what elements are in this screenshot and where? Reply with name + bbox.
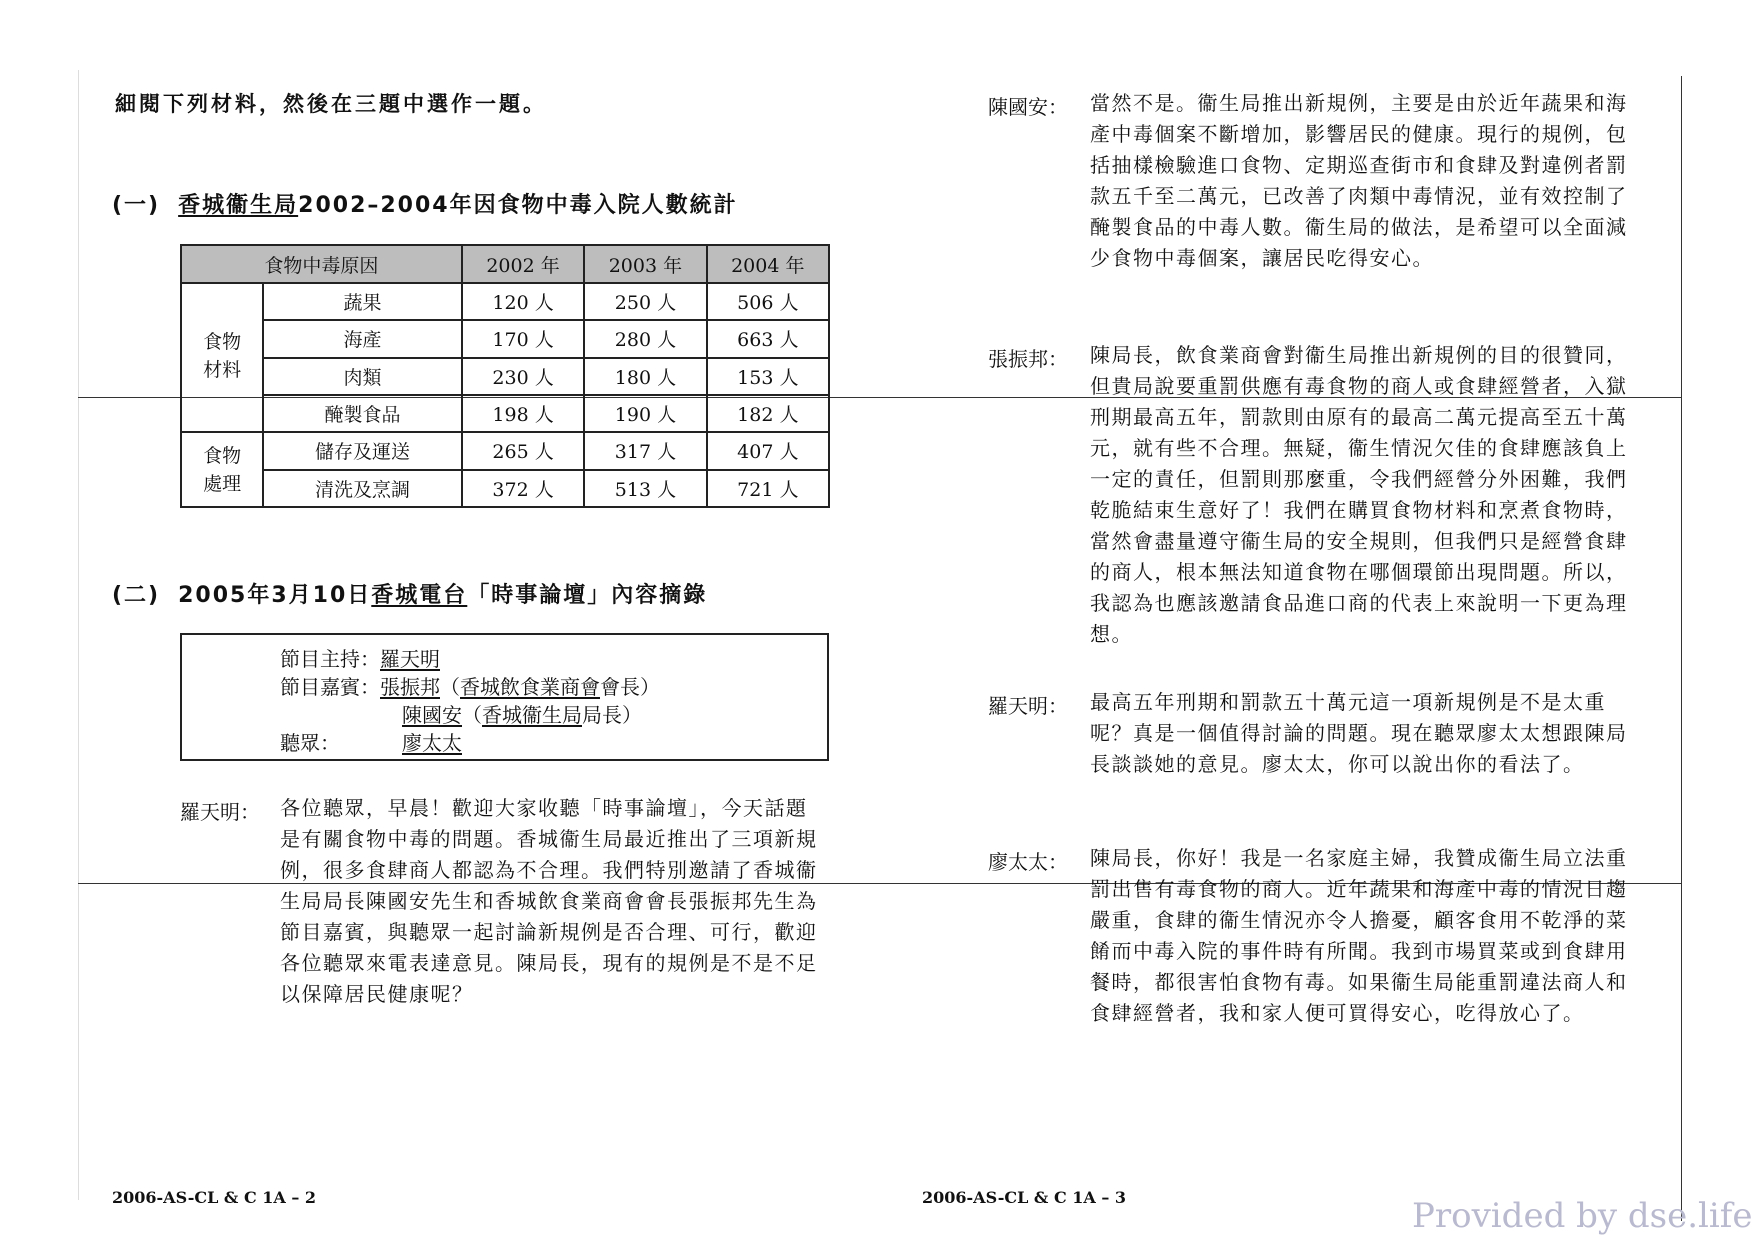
left-margin-line xyxy=(78,70,79,1200)
value-cell: 721 人 xyxy=(707,470,829,507)
value-cell: 153 人 xyxy=(707,358,829,395)
value-cell: 407 人 xyxy=(707,432,829,469)
guest1-open: （ xyxy=(440,675,460,699)
section2-title-station: 香城電台 xyxy=(371,583,468,608)
header-2004: 2004 年 xyxy=(707,245,829,283)
guest1-row xyxy=(280,671,660,700)
table-header-row xyxy=(181,245,829,283)
table-row xyxy=(181,395,829,432)
section2-title xyxy=(112,578,707,609)
table-row xyxy=(181,358,829,395)
host-name: 羅天明 xyxy=(380,647,440,671)
host-row xyxy=(280,643,440,672)
group-handling-label: 食物 處理 xyxy=(203,444,242,495)
cause-cell: 儲存及運送 xyxy=(263,432,462,469)
value-cell: 230 人 xyxy=(462,358,584,395)
instruction: 細閱下列材料，然後在三題中選作一題。 xyxy=(115,91,547,116)
cause-cell: 醃製食品 xyxy=(263,395,462,432)
table-row xyxy=(181,283,829,320)
guest2-name: 陳國安 xyxy=(402,703,462,727)
group-material-label: 食物 材料 xyxy=(203,331,242,381)
value-cell: 317 人 xyxy=(584,432,706,469)
section2-title-date: 2005年3月10日 xyxy=(178,583,372,608)
section1-title-rest: 2002–2004年因食物中毒入院人數統計 xyxy=(298,193,738,218)
audience-name: 廖太太 xyxy=(402,731,462,755)
section1-title-org: 香城衞生局 xyxy=(178,193,299,218)
group-material xyxy=(181,283,263,432)
cause-cell: 肉類 xyxy=(263,358,462,395)
value-cell: 372 人 xyxy=(462,470,584,507)
header-cause: 食物中毒原因 xyxy=(181,245,462,283)
table-row xyxy=(181,470,829,507)
speaker-zhang: 張振邦： xyxy=(988,347,1068,371)
section2-number: (二) xyxy=(112,583,161,608)
program-info-box xyxy=(180,633,829,761)
value-cell: 506 人 xyxy=(707,283,829,320)
value-cell: 250 人 xyxy=(584,283,706,320)
group-handling xyxy=(181,432,263,507)
guest2-row xyxy=(402,699,642,728)
dialogue-zhang: 陳局長，飲食業商會對衞生局推出新規例的目的很贊同，但貴局說要重罰供應有毒食物的商人或食肆經營者，入獄刑期最高五年，罰款則由原有的最高二萬元提高至五十萬元，就有些不合理。無疑，衞生情況欠佳的食肆應該負上一定的責任，但罰則那麼重，令我們經營分外困難，我們乾脆結束生意好了！我們在購買食物材料和烹煮食物時，當然會盡量遵守衞生局的安全規則，但我們只是經營食肆的商人，根本無法知道食物在哪個環節出現問題。所以，我認為也應該邀請食品進口商的代表上來說明一下更為理想。 xyxy=(1090,343,1628,646)
audience-row xyxy=(280,727,462,756)
speaker-luo-1: 羅天明： xyxy=(180,800,260,824)
dialogue-luo-2: 最高五年刑期和罰款五十萬元這一項新規例是不是太重呢？真是一個值得討論的問題。現在聽眾廖太太想跟陳局長談談她的意見。廖太太，你可以說出你的看法了。 xyxy=(1090,690,1628,776)
table-row xyxy=(181,320,829,357)
speaker-chen: 陳國安： xyxy=(988,95,1068,119)
guest2-open: （ xyxy=(462,703,482,727)
value-cell: 170 人 xyxy=(462,320,584,357)
footer-page-3: 2006-AS-CL & C 1A – 3 xyxy=(922,1188,1127,1207)
audience-label: 聽眾： xyxy=(280,731,340,755)
footer-page-2: 2006-AS-CL & C 1A – 2 xyxy=(112,1188,317,1207)
value-cell: 180 人 xyxy=(584,358,706,395)
poisoning-stats-table xyxy=(180,244,830,508)
watermark: Provided by dse.life xyxy=(1412,1196,1753,1236)
dialogue-luo-1: 各位聽眾，早晨！歡迎大家收聽「時事論壇」，今天話題是有關食物中毒的問題。香城衞生局最近推出了三項新規例，很多食肆商人都認為不合理。我們特別邀請了香城衞生局局長陳國安先生和香城飲食業商會會長張振邦先生為節目嘉賓，與聽眾一起討論新規例是否合理、可行，歡迎各位聽眾來電表達意見。陳局長，現有的規例是不是不足以保障居民健康呢？ xyxy=(280,796,818,1006)
value-cell: 513 人 xyxy=(584,470,706,507)
host-label: 節目主持： xyxy=(280,647,380,671)
value-cell: 182 人 xyxy=(707,395,829,432)
value-cell: 198 人 xyxy=(462,395,584,432)
dialogue-chen: 當然不是。衞生局推出新規例，主要是由於近年蔬果和海產中毒個案不斷增加，影響居民的健康。現行的規例，包括抽樣檢驗進口食物、定期巡查街市和食肆及對違例者罰款五千至二萬元，已改善了肉類中毒情況，並有效控制了醃製食品的中毒人數。衞生局的做法，是希望可以全面減少食物中毒個案，讓居民吃得安心。 xyxy=(1090,91,1628,270)
cause-cell: 蔬果 xyxy=(263,283,462,320)
right-edge-line xyxy=(1681,76,1682,1221)
cause-cell: 清洗及烹調 xyxy=(263,470,462,507)
guest1-name: 張振邦 xyxy=(380,675,440,699)
header-2003: 2003 年 xyxy=(584,245,706,283)
guest-label: 節目嘉賓： xyxy=(280,675,380,699)
value-cell: 120 人 xyxy=(462,283,584,320)
header-2002: 2002 年 xyxy=(462,245,584,283)
cause-cell: 海產 xyxy=(263,320,462,357)
speaker-liao: 廖太太： xyxy=(988,850,1068,874)
guest2-org: 香城衞生局 xyxy=(482,703,582,727)
value-cell: 280 人 xyxy=(584,320,706,357)
section2-title-rest: 「時事論壇」內容摘錄 xyxy=(467,583,708,608)
value-cell: 190 人 xyxy=(584,395,706,432)
section1-number: (一) xyxy=(112,193,161,218)
value-cell: 663 人 xyxy=(707,320,829,357)
dialogue-liao: 陳局長，你好！我是一名家庭主婦，我贊成衞生局立法重罰出售有毒食物的商人。近年蔬果和海產中毒的情況日趨嚴重，食肆的衞生情況亦令人擔憂，顧客食用不乾淨的菜餚而中毒入院的事件時有所聞。我到市場買菜或到食肆用餐時，都很害怕食物有毒。如果衞生局能重罰違法商人和食肆經營者，我和家人便可買得安心，吃得放心了。 xyxy=(1090,846,1628,1025)
section1-title xyxy=(112,188,738,219)
guest1-org: 香城飲食業商會 xyxy=(460,675,600,699)
value-cell: 265 人 xyxy=(462,432,584,469)
guest2-role: 局長） xyxy=(582,703,642,727)
table-row xyxy=(181,432,829,469)
speaker-luo-2: 羅天明： xyxy=(988,694,1068,718)
guest1-role: 會長） xyxy=(600,675,660,699)
